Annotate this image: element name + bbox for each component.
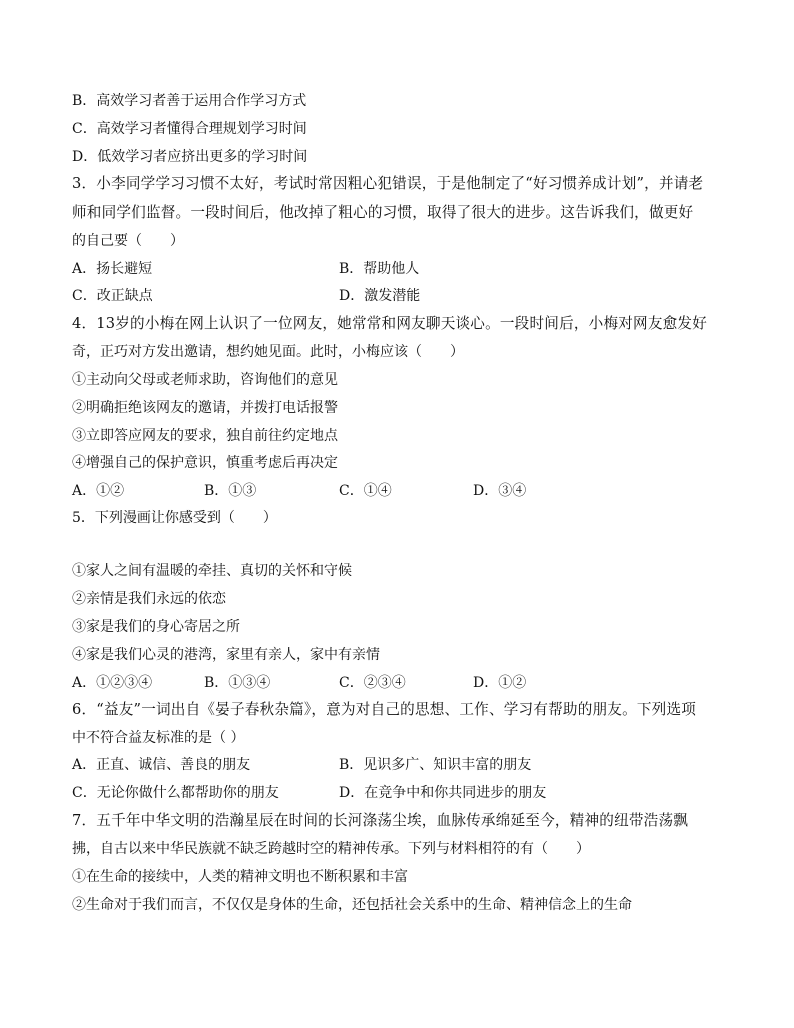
q5-item-3: ③家是我们的身心寄居之所 bbox=[72, 619, 240, 635]
q4-option-b: B．①③ bbox=[204, 483, 257, 499]
q2-option-d: D．低效学习者应挤出更多的学习时间 bbox=[72, 149, 308, 165]
q4-item-1: ①主动向父母或老师求助，咨询他们的意见 bbox=[72, 372, 338, 388]
q3-stem-line-2: 师和同学们监督。一段时间后，他改掉了粗心的习惯，取得了很大的进步。这告诉我们，做更好 bbox=[72, 204, 694, 221]
q5-item-4: ④家是我们心灵的港湾，家里有亲人，家中有亲情 bbox=[72, 647, 380, 663]
q5-item-2: ②亲情是我们永远的依恋 bbox=[72, 591, 226, 607]
q6-option-c: C．无论你做什么都帮助你的朋友 bbox=[72, 785, 279, 801]
q4-stem-line-1: 4．13岁的小梅在网上认识了一位网友，她常常和网友聊天谈心。一段时间后，小梅对网友愈发好 bbox=[72, 315, 708, 332]
q5-stem: 5．下列漫画让你感受到（ ） bbox=[72, 510, 277, 526]
q3-option-b: B．帮助他人 bbox=[339, 261, 420, 277]
q3-option-a: A．扬长避短 bbox=[72, 261, 153, 277]
q4-item-3: ③立即答应网友的要求，独自前往约定地点 bbox=[72, 428, 338, 444]
q7-stem-line-1: 7．五千年中华文明的浩瀚星辰在时间的长河涤荡尘埃，血脉传承绵延至今，精神的纽带浩荡飘 bbox=[72, 812, 689, 829]
q2-option-b: B．高效学习者善于运用合作学习方式 bbox=[72, 93, 307, 109]
q6-option-a: A．正直、诚信、善良的朋友 bbox=[72, 757, 251, 773]
q3-option-d: D．激发潜能 bbox=[339, 288, 421, 304]
q6-stem-line-1: 6．“益友”一词出自《晏子春秋杂篇》，意为对自己的思想、工作、学习有帮助的朋友。下列选项 bbox=[72, 701, 697, 718]
q3-stem-line-3: 的自己要（ ） bbox=[72, 233, 184, 249]
q5-item-1: ①家人之间有温暖的牵挂、真切的关怀和守候 bbox=[72, 563, 352, 579]
q4-stem-line-2: 奇，正巧对方发出邀请，想约她见面。此时，小梅应该（ ） bbox=[72, 344, 464, 360]
q6-stem-line-2: 中不符合益友标准的是（ ） bbox=[72, 730, 245, 746]
q4-option-a: A．①② bbox=[72, 483, 125, 499]
q3-stem-line-1: 3．小李同学学习习惯不太好，考试时常因粗心犯错误，于是他制定了“好习惯养成计划”，并请老 bbox=[72, 175, 704, 192]
q4-option-c: C．①④ bbox=[339, 483, 392, 499]
q4-item-2: ②明确拒绝该网友的邀请，并拨打电话报警 bbox=[72, 400, 338, 416]
q7-item-2: ②生命对于我们而言，不仅仅是身体的生命，还包括社会关系中的生命、精神信念上的生命 bbox=[72, 897, 632, 913]
q7-item-1: ①在生命的接续中，人类的精神文明也不断积累和丰富 bbox=[72, 869, 408, 885]
q3-option-c: C．改正缺点 bbox=[72, 288, 153, 304]
q5-option-c: C．②③④ bbox=[339, 675, 406, 691]
q2-option-c: C．高效学习者懂得合理规划学习时间 bbox=[72, 121, 307, 137]
q6-option-b: B．见识多广、知识丰富的朋友 bbox=[339, 757, 532, 773]
q4-option-d: D．③④ bbox=[473, 483, 527, 499]
q5-option-a: A．①②③④ bbox=[72, 675, 153, 691]
q5-option-d: D．①② bbox=[473, 675, 527, 691]
q6-option-d: D．在竞争中和你共同进步的朋友 bbox=[339, 785, 547, 801]
q4-item-4: ④增强自己的保护意识，慎重考虑后再决定 bbox=[72, 455, 338, 471]
q7-stem-line-2: 拂，自古以来中华民族就不缺乏跨越时空的精神传承。下列与材料相符的有（ ） bbox=[72, 841, 590, 857]
q5-option-b: B．①③④ bbox=[204, 675, 271, 691]
